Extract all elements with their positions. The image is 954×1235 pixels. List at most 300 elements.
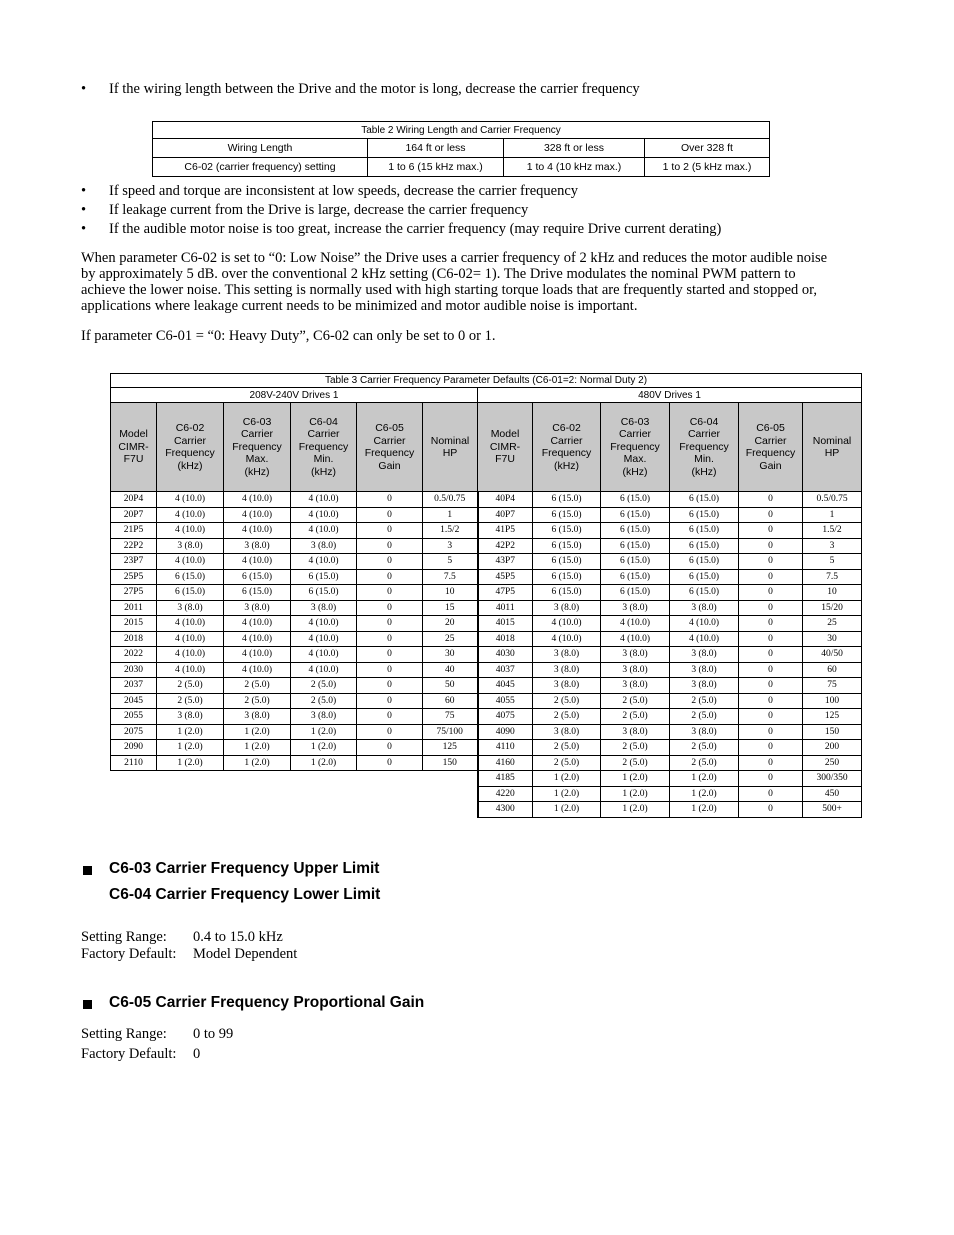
table-cell: 4011	[478, 600, 533, 616]
table-cell: 200	[803, 740, 862, 756]
table-cell: 0	[357, 507, 423, 523]
bullet-text: If the wiring length between the Drive and the motor is long, decrease the carrier frequency	[109, 81, 640, 97]
table-cell: 450	[803, 786, 862, 802]
table-cell: 0	[739, 662, 803, 678]
table-cell: 4 (10.0)	[291, 647, 357, 663]
table-cell: 4 (10.0)	[224, 554, 291, 570]
table-cell: 2 (5.0)	[601, 709, 670, 725]
table-cell: 164 ft or less	[368, 139, 504, 158]
table-cell: 6 (15.0)	[533, 523, 601, 539]
setting-range-label: Setting Range:	[81, 1026, 167, 1042]
table-cell	[357, 786, 423, 802]
table-cell: 15	[423, 600, 478, 616]
column-header-line: C6-02	[552, 422, 581, 434]
column-header-line: (kHz)	[244, 465, 270, 478]
table-cell: 0	[357, 616, 423, 632]
table-cell: 2090	[111, 740, 157, 756]
table-cell: 4 (10.0)	[670, 631, 739, 647]
column-header-line: Frequency	[232, 440, 282, 453]
table-row	[111, 678, 862, 694]
table-cell: 3 (8.0)	[157, 538, 224, 554]
table-cell: 7.5	[803, 569, 862, 585]
column-header-line: (kHz)	[553, 459, 580, 472]
table-cell: 0	[739, 507, 803, 523]
table-cell	[157, 802, 224, 818]
table-cell: 1 (2.0)	[224, 740, 291, 756]
table-cell: 42P2	[478, 538, 533, 554]
table-cell: 0	[739, 802, 803, 818]
table-cell: 0	[357, 678, 423, 694]
table-cell: 6 (15.0)	[670, 507, 739, 523]
table-cell: 3 (8.0)	[533, 600, 601, 616]
bullet-text: If the audible motor noise is too great, increase the carrier frequency (may require Drive current derating)	[109, 221, 722, 237]
table-cell: 4110	[478, 740, 533, 756]
table-row	[111, 507, 862, 523]
table-cell: 2 (5.0)	[157, 678, 224, 694]
table-cell: 0	[739, 523, 803, 539]
section-heading: C6-05 Carrier Frequency Proportional Gain	[109, 994, 425, 1011]
wiring-length-table	[152, 121, 770, 177]
table-cell: 2037	[111, 678, 157, 694]
table-cell: 4 (10.0)	[533, 616, 601, 632]
column-header-line: (kHz)	[310, 465, 337, 478]
table-cell: 3 (8.0)	[533, 662, 601, 678]
column-header-line: Frequency	[165, 447, 215, 459]
table-cell: 0	[357, 631, 423, 647]
table-cell: 60	[803, 662, 862, 678]
table-row	[111, 724, 862, 740]
table-cell: 2 (5.0)	[533, 740, 601, 756]
column-header-line: HP	[824, 447, 840, 459]
table-cell: 6 (15.0)	[601, 569, 670, 585]
table-cell	[357, 771, 423, 787]
column-header-line: (kHz)	[691, 465, 717, 478]
table-cell: 27P5	[111, 585, 157, 601]
table-cell	[423, 771, 478, 787]
table-cell	[291, 771, 357, 787]
table-cell: 4 (10.0)	[157, 662, 224, 678]
table-cell: 7.5	[423, 569, 478, 585]
table-cell: 10	[803, 585, 862, 601]
table-cell: 2 (5.0)	[670, 709, 739, 725]
bullet-dot: •	[81, 81, 87, 97]
table-cell: 6 (15.0)	[224, 585, 291, 601]
table-row	[111, 709, 862, 725]
table-cell: 2018	[111, 631, 157, 647]
table-cell: 0	[739, 631, 803, 647]
table-row	[111, 569, 862, 585]
column-header-line: C6-05	[375, 422, 404, 434]
table-cell: 15/20	[803, 600, 862, 616]
column-header-line: Model	[490, 428, 520, 441]
table-cell: 4075	[478, 709, 533, 725]
table-cell: 6 (15.0)	[533, 585, 601, 601]
table-cell: 47P5	[478, 585, 533, 601]
column-header	[357, 403, 423, 492]
table-cell: 3 (8.0)	[157, 709, 224, 725]
table-cell: 0	[739, 492, 803, 508]
table-cell: 6 (15.0)	[533, 492, 601, 508]
table-cell: 0.5/0.75	[423, 492, 478, 508]
paragraph-line: by approximately 5 dB. over the conventional 2 kHz setting (C6-02= 1). The Drive modulates the nominal PWM pattern to	[81, 266, 796, 282]
table-cell: 3 (8.0)	[601, 600, 670, 616]
setting-range-value: 0 to 99	[193, 1026, 234, 1042]
paragraph-line: When parameter C6-02 is set to “0: Low Noise” the Drive uses a carrier frequency of 2 kHz and reduces the motor audible noise	[81, 250, 828, 266]
column-header-line: Frequency	[541, 447, 592, 459]
column-header	[803, 403, 862, 492]
table-cell: 3 (8.0)	[601, 647, 670, 663]
table-cell: 4018	[478, 631, 533, 647]
table-cell: 2 (5.0)	[533, 755, 601, 771]
table-cell: Wiring Length	[153, 139, 368, 158]
table-cell: 1 (2.0)	[157, 755, 224, 771]
table-cell: 30	[803, 631, 862, 647]
table-cell: 0	[357, 538, 423, 554]
column-header-line: Carrier	[754, 434, 787, 447]
factory-default-label: Factory Default:	[81, 1046, 177, 1062]
table-cell	[224, 771, 291, 787]
table-cell: 1 to 2 (5 kHz max.)	[645, 158, 770, 177]
table-cell: 2 (5.0)	[670, 693, 739, 709]
table-cell: 4 (10.0)	[291, 616, 357, 632]
table-cell: 4 (10.0)	[533, 631, 601, 647]
table-cell: 0	[357, 523, 423, 539]
column-header-line: HP	[442, 447, 458, 459]
table-cell: 4 (10.0)	[224, 523, 291, 539]
table-cell: 4 (10.0)	[157, 507, 224, 523]
table-cell: 6 (15.0)	[533, 569, 601, 585]
table-cell: 75	[423, 709, 478, 725]
table-cell: 6 (15.0)	[670, 569, 739, 585]
table-cell: 3 (8.0)	[224, 538, 291, 554]
column-header-line: Max.	[245, 453, 269, 466]
table-cell: 22P2	[111, 538, 157, 554]
table-cell: 3 (8.0)	[601, 724, 670, 740]
bullet-text: If speed and torque are inconsistent at low speeds, decrease the carrier frequency	[109, 183, 579, 199]
table-cell: 1 (2.0)	[601, 771, 670, 787]
table-row	[111, 631, 862, 647]
table-cell: 2011	[111, 600, 157, 616]
column-header	[533, 403, 601, 492]
table-cell: 4 (10.0)	[157, 554, 224, 570]
table-cell: 20	[423, 616, 478, 632]
table-cell: 125	[803, 709, 862, 725]
table-cell: 2 (5.0)	[224, 678, 291, 694]
table-cell: 0	[739, 554, 803, 570]
section-heading: C6-03 Carrier Frequency Upper Limit	[109, 860, 380, 877]
table-cell: 40P7	[478, 507, 533, 523]
table-cell: Over 328 ft	[645, 139, 770, 158]
table-cell: 0	[357, 647, 423, 663]
table-cell: 25	[423, 631, 478, 647]
table-cell: 3 (8.0)	[291, 709, 357, 725]
setting-range-value: 0.4 to 15.0 kHz	[193, 929, 283, 945]
table-cell: 4 (10.0)	[670, 616, 739, 632]
table-cell: 6 (15.0)	[601, 585, 670, 601]
factory-default-value: 0	[193, 1046, 201, 1062]
table-cell: 75	[803, 678, 862, 694]
factory-default-value: Model Dependent	[193, 946, 298, 962]
table-cell: 4300	[478, 802, 533, 818]
table-row	[111, 616, 862, 632]
table-cell: 0	[739, 724, 803, 740]
table-cell: 4 (10.0)	[601, 616, 670, 632]
table-cell: 150	[423, 755, 478, 771]
table-cell: 23P7	[111, 554, 157, 570]
table-cell: 2 (5.0)	[224, 693, 291, 709]
table-cell: 4055	[478, 693, 533, 709]
table-cell: 4 (10.0)	[291, 492, 357, 508]
table-cell: 1	[803, 507, 862, 523]
table-cell	[423, 802, 478, 818]
table-cell: 6 (15.0)	[157, 585, 224, 601]
table-cell: 6 (15.0)	[533, 538, 601, 554]
table-cell: 1 (2.0)	[157, 740, 224, 756]
table-cell: 6 (15.0)	[670, 492, 739, 508]
table-row	[111, 600, 862, 616]
table-cell: 4 (10.0)	[224, 631, 291, 647]
paragraph-line: achieve the lower noise. This setting is normally used with high starting torque loads that are frequently started and stopped or,	[81, 282, 818, 298]
table-row	[111, 755, 862, 771]
table-cell: 5	[423, 554, 478, 570]
table-cell: 0	[357, 693, 423, 709]
table-cell: 6 (15.0)	[670, 523, 739, 539]
bullet-dot: •	[81, 221, 87, 237]
table-cell	[357, 802, 423, 818]
table-cell: 6 (15.0)	[291, 569, 357, 585]
column-header-line: Max.	[623, 453, 647, 466]
column-header-line: F7U	[495, 453, 515, 466]
group-header: 208V-240V Drives 1	[111, 388, 478, 403]
column-header	[291, 403, 357, 492]
table-cell: 4 (10.0)	[157, 616, 224, 632]
table-row	[111, 771, 862, 787]
column-header-line: Frequency	[679, 440, 729, 453]
table-cell: 1 (2.0)	[670, 802, 739, 818]
table-cell: 3 (8.0)	[224, 709, 291, 725]
column-header-line: Carrier	[373, 434, 406, 447]
table-cell: 4015	[478, 616, 533, 632]
table-cell: 4 (10.0)	[291, 523, 357, 539]
table-cell: 40/50	[803, 647, 862, 663]
table-cell: 1	[423, 507, 478, 523]
table-cell: 300/350	[803, 771, 862, 787]
group-header: 480V Drives 1	[478, 388, 862, 403]
table-cell: 6 (15.0)	[533, 554, 601, 570]
table-cell: 1.5/2	[423, 523, 478, 539]
table-cell: 6 (15.0)	[291, 585, 357, 601]
table-cell	[423, 786, 478, 802]
column-header-line: F7U	[123, 453, 144, 466]
table-cell: 6 (15.0)	[224, 569, 291, 585]
table-row	[153, 139, 770, 158]
paragraph-line: applications where leakage current needs to be minimized and motor audible noise is important.	[81, 298, 638, 314]
table-row	[153, 158, 770, 177]
body-paragraph: If parameter C6-01 = “0: Heavy Duty”, C6-02 can only be set to 0 or 1.	[81, 328, 496, 344]
table-cell: 10	[423, 585, 478, 601]
column-header-line: Frequency	[610, 440, 660, 453]
table-cell: 6 (15.0)	[601, 554, 670, 570]
table-cell: 21P5	[111, 523, 157, 539]
column-header-line: C6-03	[242, 415, 272, 428]
table-cell: 6 (15.0)	[601, 523, 670, 539]
table-cell: 1 (2.0)	[291, 755, 357, 771]
table-cell: 3 (8.0)	[157, 600, 224, 616]
table-cell: 0	[357, 755, 423, 771]
table-cell: 4 (10.0)	[157, 523, 224, 539]
table-cell: 4 (10.0)	[224, 616, 291, 632]
table-cell: 1 (2.0)	[533, 771, 601, 787]
table-cell: 3 (8.0)	[670, 662, 739, 678]
square-bullet-icon	[83, 1000, 92, 1009]
table-cell: 2 (5.0)	[291, 678, 357, 694]
table-cell: 2 (5.0)	[601, 755, 670, 771]
table-cell: 2030	[111, 662, 157, 678]
table-cell: 0	[357, 662, 423, 678]
table-cell: 2 (5.0)	[533, 709, 601, 725]
table-cell: 1 (2.0)	[670, 786, 739, 802]
table-cell: 0	[739, 755, 803, 771]
column-header	[739, 403, 803, 492]
table-cell: 2 (5.0)	[670, 740, 739, 756]
bullet-dot: •	[81, 202, 87, 218]
table-cell: 3 (8.0)	[601, 662, 670, 678]
table-cell: 4160	[478, 755, 533, 771]
table-cell: 0	[357, 600, 423, 616]
table-cell: 4 (10.0)	[291, 507, 357, 523]
table-cell: 0	[739, 569, 803, 585]
column-header-line: Carrier	[550, 434, 583, 447]
table-cell: 0	[739, 786, 803, 802]
column-header-line: (kHz)	[622, 465, 648, 478]
column-header-line: CIMR-	[489, 440, 521, 453]
square-bullet-icon	[83, 866, 92, 875]
table-row	[111, 786, 862, 802]
column-header-line: Model	[119, 428, 148, 441]
table-cell: 75/100	[423, 724, 478, 740]
table-cell: 1 to 4 (10 kHz max.)	[504, 158, 645, 177]
table-cell: 4090	[478, 724, 533, 740]
table-cell: 4037	[478, 662, 533, 678]
column-header-line: Gain	[759, 459, 782, 472]
table-cell: 2 (5.0)	[601, 740, 670, 756]
table-cell: 3 (8.0)	[224, 600, 291, 616]
table-cell: 0	[357, 724, 423, 740]
table-row	[111, 492, 862, 508]
table-cell: 3 (8.0)	[601, 678, 670, 694]
column-header-row	[111, 403, 862, 492]
table-cell: 40P4	[478, 492, 533, 508]
table-cell: 0	[357, 709, 423, 725]
table-cell: 2 (5.0)	[533, 693, 601, 709]
table-cell: 6 (15.0)	[601, 492, 670, 508]
column-header-line: Frequency	[745, 447, 796, 459]
bullet-dot: •	[81, 183, 87, 199]
table-cell: 1.5/2	[803, 523, 862, 539]
table-cell: 1 (2.0)	[670, 771, 739, 787]
table-row	[111, 647, 862, 663]
table-cell: 1 (2.0)	[601, 786, 670, 802]
table-cell: 6 (15.0)	[601, 507, 670, 523]
table-cell: 41P5	[478, 523, 533, 539]
table-cell: 4185	[478, 771, 533, 787]
table-row	[111, 554, 862, 570]
table-cell	[224, 802, 291, 818]
table-cell: 250	[803, 755, 862, 771]
table-cell: 0	[739, 771, 803, 787]
table-cell: 2 (5.0)	[601, 693, 670, 709]
table-cell: 2015	[111, 616, 157, 632]
table-cell: 1 (2.0)	[601, 802, 670, 818]
column-header-line: Carrier	[618, 428, 652, 441]
column-header-line: C6-03	[620, 415, 650, 428]
table-cell: 2045	[111, 693, 157, 709]
table-cell	[111, 802, 157, 818]
table-cell: 6 (15.0)	[670, 538, 739, 554]
table-cell: 4 (10.0)	[224, 662, 291, 678]
table-cell: 0	[739, 616, 803, 632]
table-cell	[111, 771, 157, 787]
setting-range-label: Setting Range:	[81, 929, 167, 945]
table-cell: 3 (8.0)	[291, 538, 357, 554]
table-cell: 2022	[111, 647, 157, 663]
table-cell: 4030	[478, 647, 533, 663]
table-cell: 3 (8.0)	[291, 600, 357, 616]
table-row	[111, 802, 862, 818]
table-cell: 2 (5.0)	[291, 693, 357, 709]
table-cell: 0	[357, 585, 423, 601]
column-header-line: (kHz)	[177, 459, 203, 472]
table-cell: 1 (2.0)	[157, 724, 224, 740]
section-heading: C6-04 Carrier Frequency Lower Limit	[109, 886, 381, 903]
column-header-line: Nominal	[812, 434, 852, 447]
column-header	[157, 403, 224, 492]
table-cell: 0	[739, 538, 803, 554]
table-cell: 3 (8.0)	[670, 678, 739, 694]
table-caption: Table 2 Wiring Length and Carrier Frequency	[153, 122, 770, 139]
table-cell: 3 (8.0)	[670, 600, 739, 616]
table-cell: 0	[739, 709, 803, 725]
column-header-line: Min.	[694, 453, 714, 466]
table-cell	[157, 786, 224, 802]
table-cell	[291, 786, 357, 802]
column-header-line: C6-04	[689, 415, 719, 428]
table-row	[111, 538, 862, 554]
table-row	[111, 523, 862, 539]
table-cell: 0	[739, 585, 803, 601]
table-cell: 4 (10.0)	[224, 647, 291, 663]
bullet-text: If leakage current from the Drive is large, decrease the carrier frequency	[109, 202, 529, 218]
column-header-line: Carrier	[240, 428, 274, 441]
column-header-line: C6-02	[175, 422, 205, 434]
table-cell: 328 ft or less	[504, 139, 645, 158]
table-cell: 0	[357, 492, 423, 508]
table-cell: 100	[803, 693, 862, 709]
table-cell: 1 to 6 (15 kHz max.)	[368, 158, 504, 177]
table-cell: 5	[803, 554, 862, 570]
table-cell: 2110	[111, 755, 157, 771]
table-cell: 4045	[478, 678, 533, 694]
column-header	[478, 403, 533, 492]
table-cell: 2075	[111, 724, 157, 740]
table-cell: 2055	[111, 709, 157, 725]
table-cell: 3	[803, 538, 862, 554]
column-header-line: Nominal	[430, 434, 470, 447]
column-header	[111, 403, 157, 492]
table-cell: 25	[803, 616, 862, 632]
table-row	[111, 585, 862, 601]
table-cell: 0	[739, 693, 803, 709]
